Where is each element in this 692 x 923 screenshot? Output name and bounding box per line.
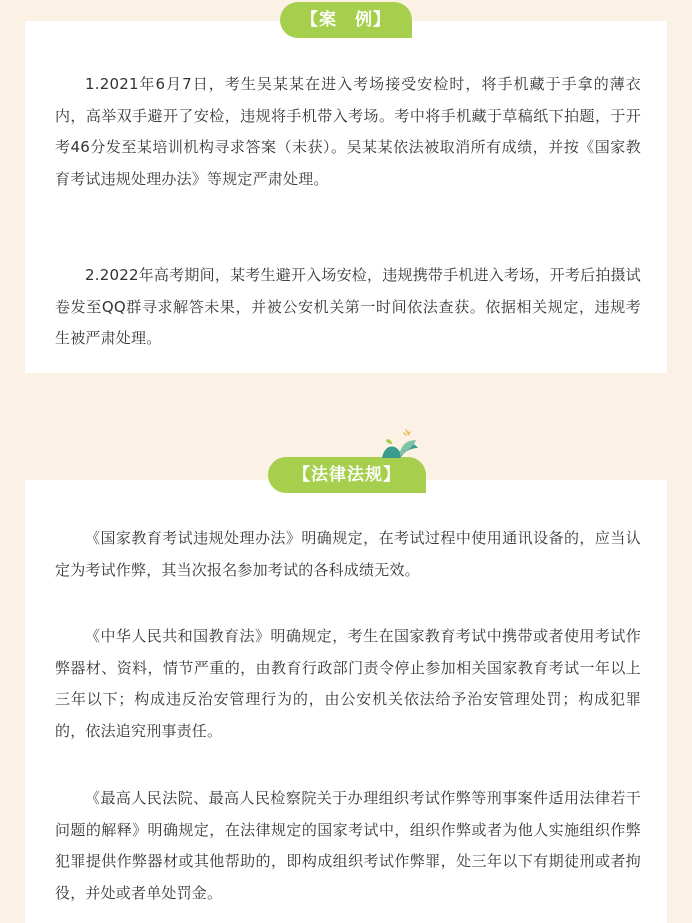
law-paragraph-2: 《中华人民共和国教育法》明确规定，考生在国家教育考试中携带或者使用考试作弊器材、资料，情节严重的，由教育行政部门责令停止参加相关国家教育考试一年以上三年以下；构成违反治安管理行为的，由公安机关依法给予治安管理处罚；构成犯罪的，依法追究刑事责任。 — [55, 627, 641, 740]
law-paragraph-1: 《国家教育考试违规处理办法》明确规定，在考试过程中使用通讯设备的，应当认定为考试作弊，其当次报名参加考试的各科成绩无效。 — [55, 529, 641, 579]
case-paragraph-1: 1.2021年6月7日，考生吴某某在进入考场接受安检时，将手机藏于手拿的薄衣内，高举双手避开了安检，违规将手机带入考场。考中将手机藏于草稿纸下拍题，于开考46分发至某培训机构寻求答案（未获）。吴某某依法被取消所有成绩，并按《国家教育考试违规处理办法》等规定严肃处理。 — [55, 75, 641, 188]
law-paragraph-3: 《最高人民法院、最高人民检察院关于办理组织考试作弊等刑事案件适用法律若干问题的解释》明确规定，在法律规定的国家考试中，组织作弊或者为他人实施组织作弊犯罪提供作弊器材或其他帮助的，即构成组织考试作弊罪，处三年以下有期徒刑或者拘役，并处或者单处罚金。 — [55, 789, 641, 902]
case-paragraph-2: 2.2022年高考期间，某考生避开入场安检，违规携带手机进入考场，开考后拍摄试卷发至QQ群寻求解答未果，并被公安机关第一时间依法查获。依据相关规定，违规考生被严肃处理。 — [55, 266, 641, 347]
section-tab-cases: 【案 例】 — [280, 2, 412, 38]
section-tab-laws: 【法律法规】 — [268, 457, 426, 493]
book-leaf-icon — [378, 428, 422, 460]
